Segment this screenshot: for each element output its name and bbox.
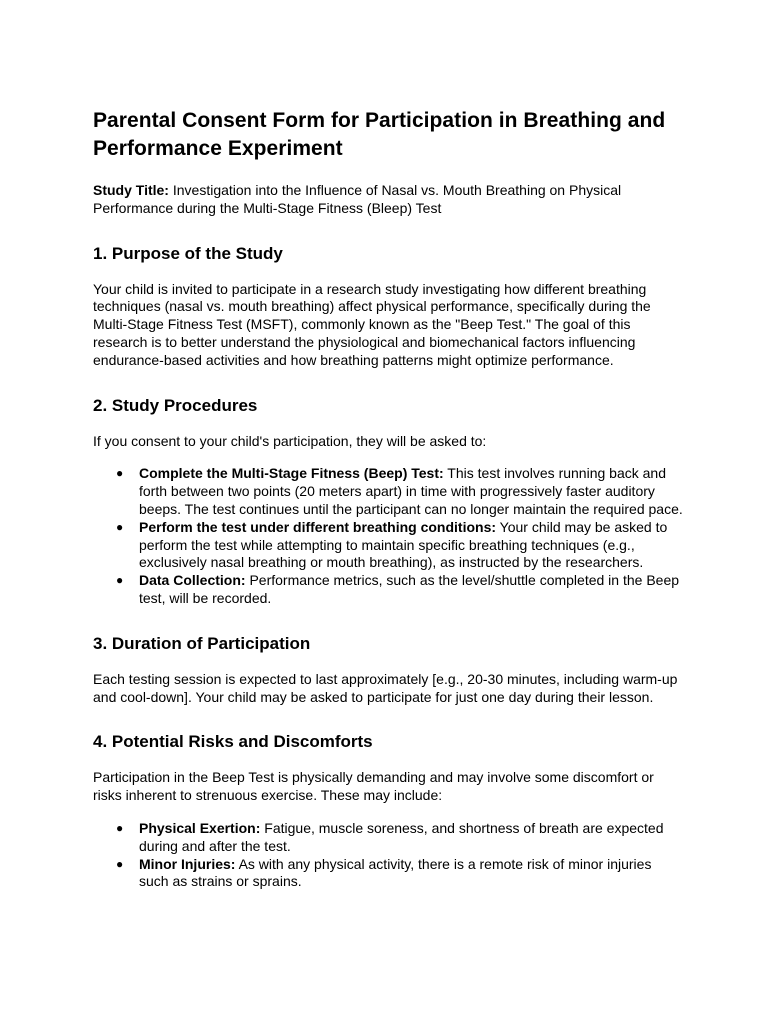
list-item [93,465,683,518]
list-item-text: Your child may be asked to perform the test while attempting to maintain specific breathing techniques (e.g., exclusively nasal breathing or mouth breathing), as instructed by the researchers. [139,518,668,571]
list-item [93,572,683,608]
list-item-label: Complete the Multi-Stage Fitness (Beep) Test: [139,465,444,482]
bullet-icon: ● [116,519,124,534]
section-heading-purpose: 1. Purpose of the Study [93,243,283,263]
list-item-text: Performance metrics, such as the level/shuttle completed in the Beep test, will be recorded. [139,572,680,606]
section-heading-procedures: 2. Study Procedures [93,395,258,415]
bullet-icon: ● [116,573,124,588]
list-item [93,519,683,572]
study-title-line [93,182,683,218]
consent-form-document [93,107,683,917]
bullet-icon: ● [116,820,124,835]
list-item-label: Data Collection: [139,572,246,589]
list-item [93,820,683,856]
bullet-icon: ● [116,856,124,871]
procedures-list [93,465,683,607]
section-purpose [93,244,683,370]
bullet-icon: ● [116,466,124,481]
list-item-text: As with any physical activity, there is a remote risk of minor injuries such as strains or sprains. [139,855,652,890]
section-heading-duration: 3. Duration of Participation [93,633,311,653]
procedures-intro: If you consent to your child's participation, they will be asked to: [93,432,487,449]
document-title: Parental Consent Form for Participation in Breathing and Performance Experiment [93,109,666,160]
list-item-text: Fatigue, muscle soreness, and shortness of breath are expected during and after the test. [139,819,664,854]
list-item-label: Physical Exertion: [139,819,261,836]
list-item-label: Minor Injuries: [139,855,236,872]
list-item-label: Perform the test under different breathing conditions: [139,518,497,535]
purpose-paragraph: Your child is invited to participate in a research study investigating how different breathing techniques (nasal vs. mouth breathing) affect physical performance, specifically during the Multi-Stage Fitness Test (MSFT), commonly known as the "Beep Test." The goal of this research is to better understand the physiological and biomechanical factors influencing endurance-based activities and how breathing patterns might optimize performance. [93,280,651,368]
duration-paragraph: Each testing session is expected to last approximately [e.g., 20-30 minutes, including warm-up and cool-down]. Your child may be asked to participate for just one day during their lesson. [93,670,678,705]
section-procedures [93,396,683,608]
study-title-label: Study Title: [93,182,169,198]
list-item [93,856,683,892]
study-title-text: Investigation into the Influence of Nasal vs. Mouth Breathing on Physical Performance during the Multi-Stage Fitness (Bleep) Test [93,182,622,216]
risks-list [93,820,683,891]
section-risks [93,732,683,891]
section-duration [93,634,683,707]
list-item-text: This test involves running back and forth between two points (20 meters apart) in time with progressively faster auditory beeps. The test continues until the participant can no longer maintain the required pace. [139,465,683,517]
risks-intro: Participation in the Beep Test is physically demanding and may involve some discomfort or risks inherent to strenuous exercise. These may include: [93,769,654,804]
section-heading-risks: 4. Potential Risks and Discomforts [93,732,373,752]
